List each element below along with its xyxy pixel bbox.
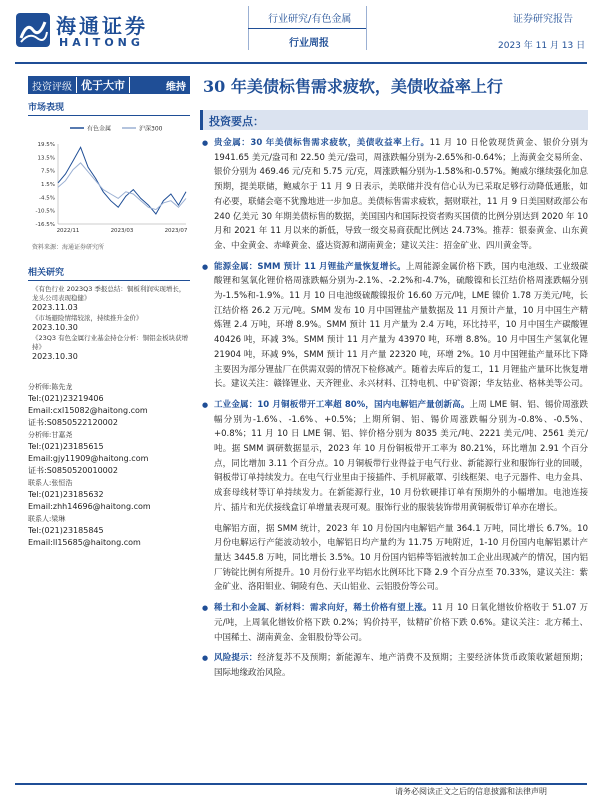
analyst-tel: Tel:(021)23185632 — [28, 490, 104, 499]
market-chart-svg — [28, 120, 190, 240]
analyst-block — [28, 513, 190, 549]
analyst-name: 联系人:张恒浩 — [28, 479, 73, 487]
analyst-block — [28, 381, 190, 429]
series-line — [58, 147, 186, 214]
related-item-date: 2023.11.03 — [32, 303, 78, 312]
y-tick-label: 19.5% — [37, 142, 55, 148]
point-energy-metals — [200, 260, 588, 392]
rating-label: 投资评级 — [32, 81, 72, 93]
analyst-cert: 证书:S0850520010002 — [28, 466, 118, 475]
rating-status: 维持 — [166, 81, 186, 93]
haitong-logo-icon — [15, 12, 51, 48]
point-lead: 贵金属：30 年美债标售需求疲软，美债收益率上行。 — [214, 138, 430, 148]
list-item[interactable] — [28, 314, 190, 332]
report-header — [0, 0, 600, 62]
point-industrial-metals — [200, 398, 588, 516]
point-body: 电解铝方面，据 SMM 统计，2023 年 10 月份国内电解铝产量 364.1 万吨，同比增长 6.7%。10 月份电解运行产能波动较小，电解铝日均产量约为 11.75 万吨附近，1-10 月份国内电解铝累计产量达 3445.8 万吨，同比增长 3.5%。10 月份国内铝棒等铝液转加工企业出现减产的情况，国内铝厂铸锭比例有所提升。10 月份行业平均铝水比例环比下降 2.9 个百分点至 70.33%，建议关注：紫金矿业、洛阳钼业、铜陵有色、天山铝业、云铝股份等公司。 — [214, 523, 588, 593]
analyst-tel: Tel:(021)23185615 — [28, 442, 104, 451]
point-body: 上周 LME 铜、铝、锡价周涨跌幅分别为-1.6%、-1.6%、+0.5%；上期所铜、铝、锡价周涨跌幅分别为-0.8%、-0.5%、+0.8%；11 月 10 日 LME 铜、铝、锌价格分别为 8035 美元/吨、2221 美元/吨、2561 美元/吨。据 SMM 调研数据显示，2023 年 10 月份铜板带开工率为 80.21%，环比增加 2.91 个百分点，同比增加 3.11 个百分点。10 月铜板带行业得益于电气行业、新能源行业和服饰行业的回暖，铜板带订单持续发力。在电气行业里由于接插件、手机屏蔽罩、引线框架、电子元器件、电力金具、成套母线材等订单持续发力。在新能源行业，10 月份软硬排订单有预期外的小幅增加。电池连接片、插片和光伏接线盒订单增量表现可观。服饰行业的服装装饰带用黄铜板带订单亦在增长。 — [214, 399, 589, 513]
point-lead: 稀土和小金属、新材料：需求向好，稀土价格有望上涨。 — [214, 603, 432, 614]
analyst-cert: 证书:S0850522120002 — [28, 418, 118, 427]
key-points-heading: 投资要点： — [200, 110, 588, 130]
analyst-tel: Tel:(021)23219406 — [28, 394, 104, 403]
chart-source: 资料来源：海通证券研究所 — [32, 244, 105, 251]
point-lead: 工业金属：10 月铜板带开工率超 80%，国内电解铝产量创新高。 — [214, 399, 470, 410]
point-lead: 能源金属：SMM 预计 11 月锂盐产量恢复增长。 — [214, 261, 406, 272]
point-body: 经济复苏不及预期；新能源车、地产消费不及预期；主要经济体货币政策收紧超预期；国际地缘政治风险。 — [214, 653, 588, 678]
analyst-tel: Tel:(021)23185845 — [28, 526, 104, 535]
related-item-date: 2023.10.30 — [32, 352, 78, 361]
analyst-email[interactable]: Email:ll15685@haitong.com — [28, 538, 141, 547]
point-risk — [200, 651, 588, 680]
market-chart — [28, 120, 190, 240]
rating-value: 优于大市 — [76, 77, 130, 93]
related-item-title: 《市场避险情绪较浓，持续推升金价》 — [32, 314, 143, 322]
analyst-name: 分析师:陈先龙 — [28, 383, 73, 391]
point-rare-earth — [200, 601, 588, 645]
y-tick-label: 7.5% — [41, 168, 55, 175]
related-list — [28, 285, 190, 361]
related-section-title: 相关研究 — [28, 265, 190, 281]
report-date: 2023 年 11 月 13 日 — [498, 41, 586, 51]
point-body: 11 月 10 日伦敦现货黄金、银价分别为 1941.65 美元/盎司和 22.50 美元/盎司，周涨跌幅分别为-2.65%和-0.64%；上海黄金交易所金、银价分别为 469.46 元/克和 5.75 元/克，周涨跌幅分别为-1.58%和-0.57%。鲍威尔继续强化加息预期，提美联储，鲍威尔于 11 月 9 日表示，美联储并没有信心认为已采取足够行动降低通胀，如有必要，联储会毫不犹豫地进一步加息。美债标售需求疲软，据财联社，11 月 9 日美国财政部公布 240 亿美元 30 年期美债标售的数据，美国国内和国际投资者购买国债的比例分别达到 2020 年 10 月和 2021 年 11 月以来的新低，导致一级交易商获配比例达 24.73%。推荐：银泰黄金、山东黄金、中金黄金、赤峰黄金、盛达资源和湖南黄金；建议关注：招金矿业、四川黄金等。 — [214, 138, 588, 251]
header-rule — [15, 62, 587, 64]
y-tick-label: -16.5% — [35, 222, 55, 228]
key-points — [200, 110, 588, 681]
analyst-contacts — [28, 381, 190, 549]
report-category: 行业研究/有色金属 — [268, 14, 352, 25]
y-tick-label: 1.5% — [41, 182, 55, 188]
analyst-email[interactable]: Email:gjy11909@haitong.com — [28, 454, 149, 463]
report-type: 行业周报 — [289, 38, 329, 49]
point-body: 11 月 10 日氧化镨钕价格收于 51.07 万元/吨，上周氧化镨钕价格下跌 0.2%；钨价持平，钛精矿价格下跌 0.6%。建议关注：北方稀土、中国稀土、湖南黄金、金钼股份等公司。 — [214, 603, 588, 643]
analyst-name: 联系人:梁琳 — [28, 515, 66, 523]
analyst-block — [28, 477, 190, 513]
y-tick-label: -10.5% — [35, 208, 55, 215]
page-title: 30 年美债标售需求疲软，美债收益率上行 — [203, 77, 503, 96]
analyst-block — [28, 429, 190, 477]
related-item-date: 2023.10.30 — [32, 323, 78, 332]
related-item-title: 《有色行业 2023Q3 季报总结：铜板利润实现增长，龙头公司表现稳健》 — [32, 285, 186, 302]
footer-rule — [15, 783, 587, 785]
analyst-name: 分析师:甘嘉尧 — [28, 431, 73, 439]
left-sidebar — [28, 100, 190, 549]
point-precious-metals — [200, 136, 588, 254]
legend-label: 有色金属 — [87, 125, 112, 133]
report-kind: 证券研究报告 — [513, 14, 573, 25]
legend-label: 沪深300 — [139, 125, 163, 133]
point-aluminum — [200, 522, 588, 596]
y-tick-label: 13.5% — [37, 155, 55, 162]
analyst-email[interactable]: Email:zhh14696@haitong.com — [28, 502, 151, 511]
x-tick-label: 2023/07 — [164, 228, 188, 234]
x-tick-label: 2023/03 — [110, 228, 134, 234]
related-item-title: 《23Q3 有色金属行业基金持仓分析：铜铝金板块获增持》 — [32, 334, 189, 351]
point-body: 上周能源金属价格下跌，国内电池级、工业级碳酸锂和氢氧化锂价格周涨跌幅分别为-2.1%、-2.2%和-4.7%，硫酸镍和长江结价格周涨跌幅分别为-1.5%和-1.9%。11 月 10 日电池级硫酸镍报价 16.60 万元/吨，LME 镍价 1.78 万美元/吨，长江结价格 26.2 万元/吨。SMM 发布 10 月中国锂盐产量数据及 11 月预计产量，10 月中国生产精炼锂 2.4 万吨，环增 8.9%。SMM 预计 11 月产量为 2.4 万吨，环比持平，10 月中国生产碳酸锂 40426 吨，环减 3%。SMM 预计 11 月产量为 43970 吨，环增 8.8%。10 月中国生产氢氧化锂 21904 吨，环减 9%，SMM 预计 11 月产量 22320 吨，环增 2%。10 月中国锂盐产量环比下降主要因为部分锂盐厂在供需双弱的情况下检修减产。随着去库后的复工，11 月锂盐产量环比恢复增长。建议关注：赣锋锂业、天齐锂业、永兴材料、江特电机、中矿资源；华友钴业、格林美等公司。 — [214, 261, 589, 390]
point-lead: 风险提示： — [214, 653, 258, 664]
market-section-title: 市场表现 — [28, 100, 190, 116]
rating-bar — [28, 76, 190, 94]
footer-disclaimer: 请务必阅读正文之后的信息披露和法律声明 — [395, 787, 547, 796]
list-item[interactable] — [28, 285, 190, 312]
analyst-email[interactable]: Email:cxl15082@haitong.com — [28, 406, 148, 415]
header-divider — [248, 28, 366, 29]
header-divider — [366, 6, 367, 50]
list-item[interactable] — [28, 334, 190, 361]
logo-text-en: HAITONG — [59, 36, 144, 49]
x-tick-label: 2022/11 — [56, 228, 80, 234]
y-tick-label: -4.5% — [39, 195, 55, 202]
logo-text-cn: 海通证券 — [56, 14, 148, 38]
